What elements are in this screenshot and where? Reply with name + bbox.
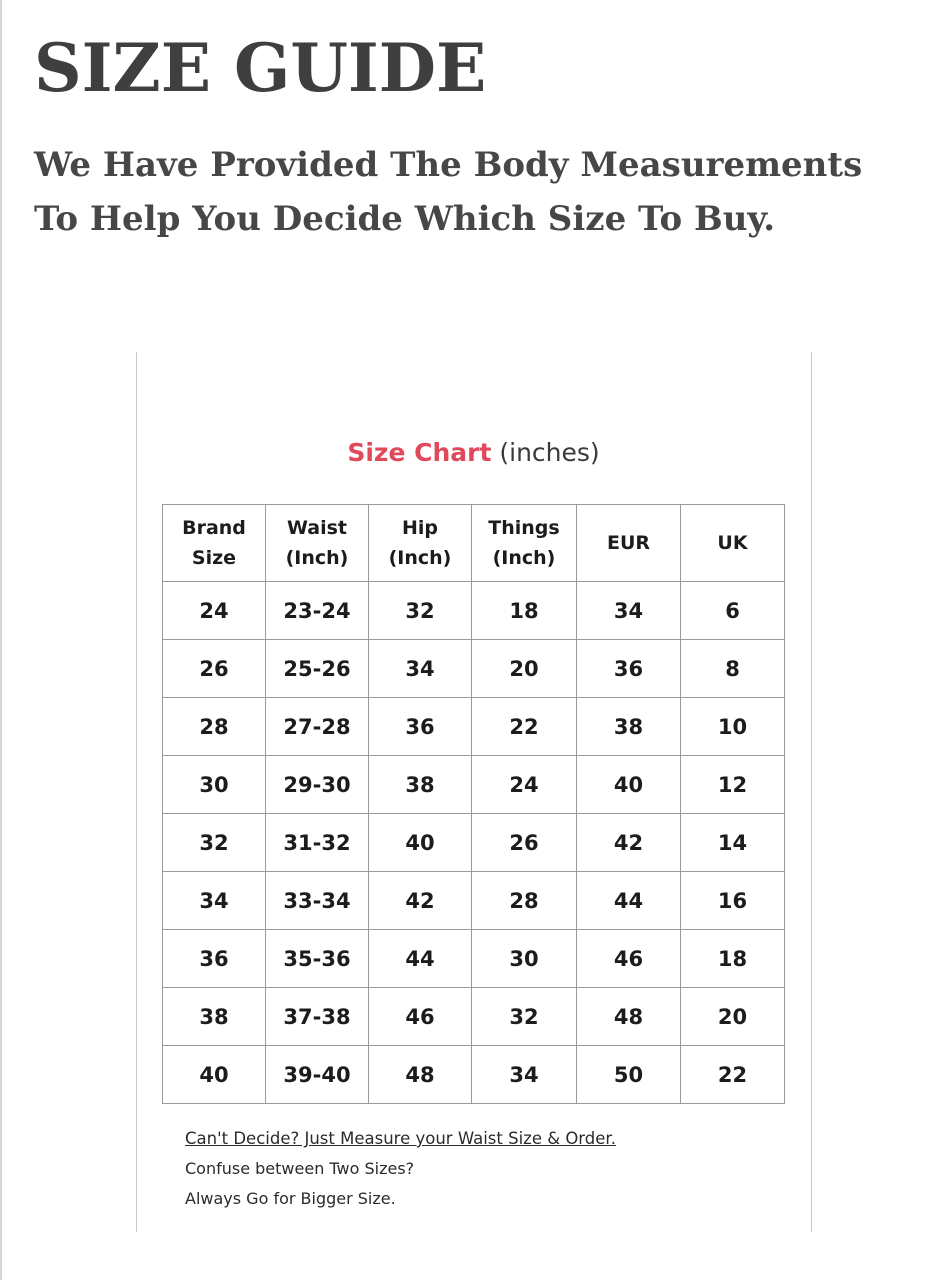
column-header-line: Brand (182, 517, 246, 539)
table-cell: 32 (163, 814, 266, 872)
table-cell: 34 (369, 640, 472, 698)
table-cell: 37-38 (266, 988, 369, 1046)
column-header-line: (Inch) (285, 547, 349, 569)
table-header-row (163, 505, 785, 582)
page-edge-divider (0, 0, 2, 1280)
column-header-waist (266, 505, 369, 582)
page-subtitle (34, 138, 862, 246)
image-frame-left-border (136, 352, 137, 1232)
table-cell: 36 (163, 930, 266, 988)
table-cell: 18 (681, 930, 785, 988)
table-row (163, 872, 785, 930)
subtitle-line-2: To Help You Decide Which Size To Buy. (34, 199, 776, 239)
table-cell: 40 (577, 756, 681, 814)
column-header-brand-size (163, 505, 266, 582)
table-cell: 23-24 (266, 582, 369, 640)
table-cell: 18 (472, 582, 577, 640)
table-cell: 22 (681, 1046, 785, 1104)
table-cell: 12 (681, 756, 785, 814)
table-cell: 6 (681, 582, 785, 640)
note-confuse-sizes: Confuse between Two Sizes? (185, 1159, 415, 1178)
table-cell: 16 (681, 872, 785, 930)
table-cell: 33-34 (266, 872, 369, 930)
subtitle-line-1: We Have Provided The Body Measurements (34, 145, 863, 185)
table-row (163, 756, 785, 814)
column-header-line: Things (488, 517, 560, 539)
table-cell: 25-26 (266, 640, 369, 698)
table-cell: 46 (369, 988, 472, 1046)
table-cell: 28 (163, 698, 266, 756)
table-cell: 14 (681, 814, 785, 872)
table-row (163, 930, 785, 988)
note-measure-waist: Can't Decide? Just Measure your Waist Size & Order. (185, 1129, 616, 1148)
table-cell: 30 (163, 756, 266, 814)
table-cell: 24 (472, 756, 577, 814)
table-cell: 28 (472, 872, 577, 930)
table-cell: 34 (472, 1046, 577, 1104)
table-cell: 20 (472, 640, 577, 698)
table-cell: 10 (681, 698, 785, 756)
column-header-eur: EUR (577, 505, 681, 582)
table-cell: 30 (472, 930, 577, 988)
size-chart-heading-label: Size Chart (347, 438, 492, 467)
table-cell: 20 (681, 988, 785, 1046)
table-cell: 42 (577, 814, 681, 872)
column-header-line: Hip (401, 517, 438, 539)
table-cell: 26 (472, 814, 577, 872)
table-cell: 26 (163, 640, 266, 698)
table-cell: 34 (163, 872, 266, 930)
table-cell: 8 (681, 640, 785, 698)
size-chart-heading (0, 438, 947, 467)
table-cell: 32 (472, 988, 577, 1046)
table-cell: 35-36 (266, 930, 369, 988)
table-row (163, 640, 785, 698)
table-row (163, 1046, 785, 1104)
table-cell: 22 (472, 698, 577, 756)
column-header-line: Size (191, 547, 237, 569)
note-bigger-size: Always Go for Bigger Size. (185, 1189, 396, 1208)
table-cell: 46 (577, 930, 681, 988)
table-cell: 50 (577, 1046, 681, 1104)
table-cell: 44 (369, 930, 472, 988)
table-cell: 36 (577, 640, 681, 698)
column-header-hip (369, 505, 472, 582)
table-cell: 27-28 (266, 698, 369, 756)
column-header-line: (Inch) (388, 547, 452, 569)
column-header-uk: UK (681, 505, 785, 582)
size-chart-table (162, 504, 785, 1104)
table-cell: 31-32 (266, 814, 369, 872)
size-chart-heading-unit: (inches) (499, 438, 600, 467)
column-header-line: Waist (286, 517, 347, 539)
table-cell: 40 (163, 1046, 266, 1104)
table-row (163, 698, 785, 756)
page-title: SIZE GUIDE (34, 29, 487, 107)
table-cell: 48 (577, 988, 681, 1046)
table-cell: 36 (369, 698, 472, 756)
table-cell: 42 (369, 872, 472, 930)
size-advice-notes (185, 1124, 616, 1214)
table-cell: 39-40 (266, 1046, 369, 1104)
table-cell: 40 (369, 814, 472, 872)
table-cell: 34 (577, 582, 681, 640)
table-cell: 29-30 (266, 756, 369, 814)
column-header-things (472, 505, 577, 582)
table-cell: 48 (369, 1046, 472, 1104)
table-row (163, 988, 785, 1046)
table-cell: 24 (163, 582, 266, 640)
table-cell: 38 (369, 756, 472, 814)
table-cell: 44 (577, 872, 681, 930)
table-row (163, 814, 785, 872)
table-cell: 32 (369, 582, 472, 640)
column-header-line: (Inch) (492, 547, 556, 569)
table-row (163, 582, 785, 640)
image-frame-right-border (811, 352, 812, 1232)
table-cell: 38 (163, 988, 266, 1046)
table-cell: 38 (577, 698, 681, 756)
